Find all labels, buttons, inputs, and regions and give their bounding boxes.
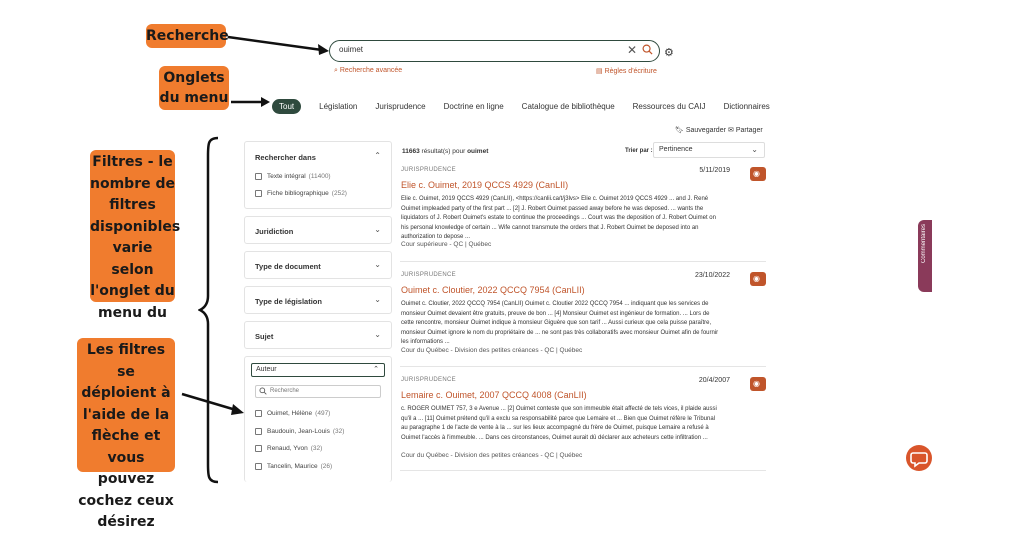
bookmark-icon: 🔖︎	[675, 127, 684, 134]
divider	[400, 261, 766, 262]
chevron-down-icon[interactable]: ⌄	[374, 260, 381, 269]
search-input[interactable]	[329, 40, 660, 62]
save-button[interactable]	[675, 126, 726, 134]
gear-icon[interactable]: ⚙	[664, 47, 674, 59]
search-value: ouimet	[339, 45, 364, 54]
comments-label: Commentaires	[921, 224, 927, 264]
result-court: Cour supérieure - QC	[401, 241, 464, 248]
result-excerpt: c. ROGER OUIMET 757, 3 e Avenue ... [2] Ouimet conteste que son immeuble était affecté de tels vices, il plaide aussi qu'il a ... [11] Ouimet prétend qu'il a exclu sa responsabilité parce que Lemaire et ... Bien que Ouimet réfère le Tribunal au paragraphe 1 de l'acte de vente à la ... sur les lieux accompagné du frère de Ouimet, puisque Lemaire a refusé à Ouimet l'accès à l'immeuble. ... Dans ces circonstances, Ouimet aurait dû déclarer aux acheteurs cette infiltration ...	[401, 406, 717, 441]
result-date: 5/11/2019	[699, 167, 730, 174]
filter-option[interactable]	[255, 190, 347, 197]
save-label: Sauvegarder	[685, 127, 726, 134]
result-meta: Cour supérieure - QC | Québec	[401, 241, 492, 248]
result-title[interactable]: Ouimet c. Cloutier, 2022 QCCQ 7954 (CanLII)	[401, 285, 585, 295]
divider	[400, 366, 766, 367]
search-rules-link[interactable]: ▤ Règles d'écriture	[596, 68, 657, 75]
share-button[interactable]	[728, 126, 763, 134]
result-category: JURISPRUDENCE	[401, 167, 456, 173]
results-suffix: résultat(s) pour	[421, 148, 466, 155]
chevron-down-icon: ⌄	[751, 145, 758, 154]
filter-option[interactable]	[255, 445, 322, 452]
filter-option-count: (252)	[331, 190, 347, 197]
tab-catalogue[interactable]: Catalogue de bibliothèque	[521, 101, 615, 111]
result-excerpt: Elie c. Ouimet, 2019 QCCS 4929 (CanLII), <https://canlii.ca/t/j3lvs> Elie c. Ouimet 2019 QCCS 4929 ... and J. René Ouimet impleaded party of the first part ... [2] J. Robert Ouimet passed away before he was deposed. ... wants the liquidators of J. Robert Ouimet's estate to continue the proceedings ... Court was the deposition of J. Robert Ouimet on his personal knowledge of certain ... Wife cannot transmute the orders that J. Robert Ouimet be deposed into an authorization to depose ...	[401, 196, 716, 240]
chevron-up-icon[interactable]: ⌃	[374, 151, 381, 160]
annotation-line: désirez	[97, 514, 155, 530]
result-date: 20/4/2007	[698, 377, 730, 384]
eye-icon: ◉	[753, 169, 760, 178]
eye-icon: ◉	[753, 379, 760, 388]
annotation-deploient	[77, 338, 175, 530]
divider	[400, 470, 766, 471]
filter-option-count: (497)	[315, 410, 331, 417]
chat-button[interactable]	[906, 445, 932, 471]
filter-title: Sujet	[255, 332, 274, 341]
annotation-line: filtres	[109, 197, 156, 213]
checkbox[interactable]	[255, 190, 262, 197]
view-button[interactable]	[750, 272, 766, 286]
annotation-line: Filtres - le	[92, 154, 173, 170]
arrow-to-search	[226, 30, 331, 56]
close-icon[interactable]: ✕	[626, 43, 637, 57]
annotation-line: varie selon	[111, 240, 154, 278]
filter-option[interactable]	[255, 410, 330, 417]
filter-title: Type de législation	[255, 297, 322, 306]
filter-juridiction[interactable]	[244, 216, 392, 244]
chevron-down-icon[interactable]: ⌄	[374, 295, 381, 304]
tab-ressources[interactable]: Ressources du CAIJ	[632, 101, 706, 111]
result-item	[401, 377, 766, 465]
result-meta: Cour du Québec - Division des petites créances - QC | Québec	[401, 347, 583, 354]
result-title[interactable]: Lemaire c. Ouimet, 2007 QCCQ 4008 (CanLII)	[401, 390, 587, 400]
search-rules-label: Règles d'écriture	[604, 68, 657, 75]
filter-type-document[interactable]	[244, 251, 392, 279]
search-icon[interactable]	[642, 44, 653, 55]
filters-brace	[198, 136, 222, 484]
sort-label: Trier par :	[625, 148, 653, 154]
annotation-line: menu du	[98, 304, 167, 321]
results-query: ouimet	[467, 148, 489, 155]
filter-sujet[interactable]	[244, 321, 392, 349]
result-province: Québec	[559, 452, 583, 459]
view-button[interactable]	[750, 377, 766, 391]
filter-rechercher-dans	[244, 141, 392, 209]
result-item	[401, 167, 766, 255]
tab-doctrine[interactable]: Doctrine en ligne	[443, 101, 504, 111]
sort-value: Pertinence	[659, 146, 693, 153]
mail-icon: ✉	[728, 127, 734, 134]
annotation-line: du menu	[159, 90, 229, 106]
annotation-line: Les filtres se	[86, 342, 166, 380]
annotation-line: cochez ceux	[78, 492, 174, 509]
filter-option-count: (26)	[320, 463, 333, 470]
chevron-up-icon[interactable]: ⌃	[373, 366, 379, 373]
menu-tabs	[272, 98, 788, 114]
result-court: Cour du Québec - Division des petites créances - QC	[401, 452, 555, 459]
result-category: JURISPRUDENCE	[401, 377, 456, 383]
result-item	[401, 272, 766, 360]
checkbox[interactable]	[255, 428, 262, 435]
filter-option-label: Baudouin, Jean-Louis	[267, 428, 330, 435]
result-province: Québec	[559, 347, 583, 354]
chat-icon	[906, 445, 932, 471]
comments-tab[interactable]	[918, 220, 932, 292]
advanced-search-link[interactable]: ⌕ Recherche avancée	[334, 67, 403, 74]
tab-legislation[interactable]: Législation	[319, 101, 358, 111]
filter-option-count: (32)	[310, 445, 323, 452]
annotation-line: pouvez	[97, 471, 155, 487]
results-count	[402, 148, 488, 155]
filter-title: Type de document	[255, 262, 321, 271]
sort-select[interactable]	[653, 142, 765, 158]
result-meta: Cour du Québec - Division des petites créances - QC | Québec	[401, 452, 583, 459]
filter-option[interactable]	[255, 428, 344, 435]
annotation-line: l'onglet du	[90, 283, 175, 299]
filter-option-label: Ouimet, Hélène	[267, 410, 313, 417]
auteur-dropdown[interactable]	[251, 363, 385, 377]
result-category: JURISPRUDENCE	[401, 272, 456, 278]
annotation-line: Onglets	[163, 70, 225, 86]
advanced-search-label: Recherche avancée	[339, 67, 403, 74]
result-date: 23/10/2022	[694, 272, 730, 279]
annotation-filtres	[90, 150, 181, 321]
filter-title: Juridiction	[255, 227, 294, 236]
checkbox[interactable]	[255, 410, 262, 417]
filter-option-label: Fiche bibliographique	[267, 190, 329, 197]
annotation-onglets	[159, 66, 229, 110]
filter-option-label: Renaud, Yvon	[267, 445, 308, 452]
result-title[interactable]: Elie c. Ouimet, 2019 QCCS 4929 (CanLII)	[401, 180, 569, 190]
chevron-down-icon[interactable]: ⌄	[374, 330, 381, 339]
annotation-line: flèche et vous	[91, 428, 161, 466]
filter-type-legislation[interactable]	[244, 286, 392, 314]
eye-icon: ◉	[753, 274, 760, 283]
annotation-line: l'aide de la	[82, 406, 170, 423]
auteur-search-input[interactable]: Recherche	[255, 385, 381, 398]
tab-dictionnaires[interactable]: Dictionnaires	[723, 101, 770, 111]
filter-option[interactable]	[255, 463, 332, 470]
view-button[interactable]	[750, 167, 766, 181]
filter-option-label: Tancelin, Maurice	[267, 463, 318, 470]
tab-jurisprudence[interactable]: Jurisprudence	[375, 101, 426, 111]
result-court: Cour du Québec - Division des petites créances - QC	[401, 347, 555, 354]
auteur-dropdown-label: Auteur	[256, 366, 277, 373]
arrow-to-tabs	[229, 96, 271, 108]
filter-option[interactable]	[255, 173, 331, 180]
filter-option-label: Texte intégral	[267, 173, 306, 180]
result-excerpt: Ouimet c. Cloutier, 2022 QCCQ 7954 (CanLII) Ouimet c. Cloutier 2022 QCCQ 7954 ... indiquant que les services de monsieur Ouimet devaient être gratuits, preuve de bon ... [4] Monsieur Ouimet est ingénieur de formation. ... Lors de cette rencontre, monsieur Ouimet indique à monsieur Giguère que son tarif ... Aussi curieux que cela puisse paraître, monsieur Ouimet ignore le nom du propriétaire de ... ne sont pas très collaboratifs avec monsieur Ouimet afin de fournir les informations ...	[401, 301, 719, 345]
filter-option-count: (32)	[332, 428, 345, 435]
result-province: Québec	[468, 241, 492, 248]
chevron-down-icon[interactable]: ⌄	[374, 225, 381, 234]
filter-title: Rechercher dans	[255, 153, 316, 162]
filter-option-count: (11400)	[308, 173, 331, 180]
results-number: 11663	[402, 148, 420, 155]
checkbox[interactable]	[255, 173, 262, 180]
annotation-line: disponibles	[90, 218, 181, 235]
annotation-line: déploient à	[81, 385, 171, 401]
checkbox[interactable]	[255, 463, 262, 470]
annotation-line: nombre de	[90, 175, 175, 192]
share-label: Partager	[735, 127, 763, 134]
search-icon	[259, 387, 267, 395]
tab-tout[interactable]: Tout	[272, 99, 301, 114]
checkbox[interactable]	[255, 445, 262, 452]
filter-auteur	[244, 356, 392, 482]
annotation-recherche: Recherche	[146, 24, 226, 48]
